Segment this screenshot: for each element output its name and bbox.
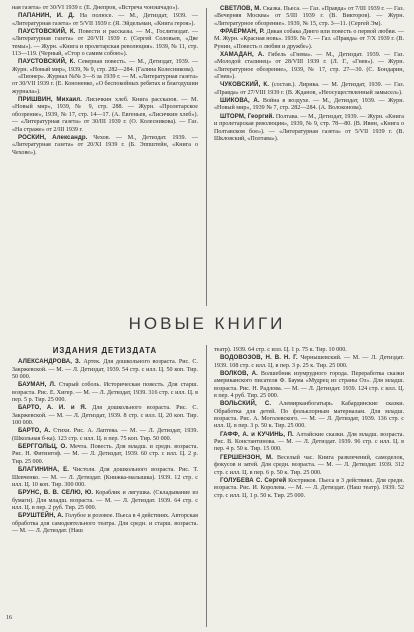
bibliography-entry [12,427,198,443]
entry-text: Веселый час. Книга развлечений, самоделок, фокусов и затей. Для средн. возраста. — М. — Л. Детиздат. 1939. 312 стр. с илл. Ц. в пер. 6 р. 50 к. Тир. 25 000. [214,454,404,476]
entry-text: Алтайские сказки. Для младш. возраста. Рис. В. Константинова. — М. — Л. Детиздат. 1939. 96 стр. с илл. Ц. в пер. 4 р. 50 к. Тир. 15 000. [214,431,404,453]
entry-author: ЧУКОВСКИЙ, К. [220,81,270,89]
entry-text: Стихи. Рис. А. Лаптева. — М. — Л. Детиздат, 1939. (Школьная б-ка). 123 стр. с илл. Ц. в пер. 75 коп. Тир. 50 000. [12,428,198,442]
bibliography-entry [214,400,404,430]
entry-author: АЛЕКСАНДРОВА, З. [18,358,81,366]
entry-text: Артек. Для дошкольного возраста. Рис. С. Закржевской. — М. — Л. Детиздат, 1939. 54 стр. с илл. Ц. 50 коп. Тир. 50 000. [12,359,198,381]
entry-text: На полюсе. — М., Детиздат, 1939. — «Литературная газета» от 5/VII 1939 г. (Я. Эйдельман, «Книга героя»). [12,13,198,27]
entry-author: ПАПАНИН, И. Д. [18,12,75,20]
entry-author: ПАУСТОВСКИЙ, К. [18,58,76,66]
bibliography-entry [214,370,404,400]
entry-text: «Пионер». Журнал №№ 3—6 за 1939 г. — М. «Литературная газета» от 30/VII 1939 г. (Е. Кононенко, «О беспокойных ребятах и благодушии журнала»). [12,74,198,95]
entry-text: театр). 1939. 64 стр. с илл. Ц. 1 р. 75 к. Тир. 10 000. [214,347,347,353]
publisher-subheading: ИЗДАНИЯ ДЕТИЗДАТА [52,346,158,355]
bibliography-entry [12,58,198,74]
entry-text: Чистоля. Для дошкольного возраста. Рис. Т. Шевченко. — М. — Л. Детиздат. (Книжка-малышка). 1939. 12 стр. с илл. Ц. 10 коп. Тир. 300 000. [12,467,199,488]
bibliography-entry [214,97,404,113]
entry-author: БРУНС, В. В. СЕЛЮ, Ю. [18,489,94,497]
entry-text: Кораблик и лягушка. (Складывание из бумаги). Для младш. возраста. — М. — Л. Детиздат. 1939. 64 стр. с илл. Ц. в пер. 2 руб. Тир. 25 000. [12,490,198,511]
bibliography-entry [214,454,404,477]
entry-author: ПРИШВИН, Михаил. [18,96,83,104]
bibliography-entry [12,358,198,381]
bottom-left-column [12,347,198,535]
bibliography-entry [12,74,198,96]
entry-author: БЛАГИНИНА, Е. [18,466,70,474]
bibliography-entry [214,51,404,81]
bibliography-entry [214,81,404,97]
entry-author: БАРТО, А. [18,427,51,435]
bibliography-entry [214,431,404,454]
bibliography-entry [12,134,198,157]
bibliography-entry [12,96,198,134]
entry-text: Война в воздухе. — М., Детиздат, 1939. — Журн. «Новый мир», 1939 № 7, стр. 282—284. (А. Волоконова). [214,98,404,112]
entry-text: Северная повесть. — М., Детиздат, 1939. — Журн. «Новый мир», 1939, № 9, стр. 282—284. (Галина Колесникова). [12,59,199,73]
entry-text: ная газета» от 30/VI 1939 г. (Е. Днепров, «Встреча чонэшчадо»). [12,5,179,11]
entry-author: ПАУСТОВСКИЙ, К. [18,28,76,36]
entry-author: ГАФФ, А. и КУЧИНЬ, П. [220,430,294,438]
entry-text: Полтава. — М., Детиздат, 1939. — Журн. «Книга и пролетарская революция», 1939, № 9, стр. 78—80. (В. Ивин, «Книга о Полтавском бое»). — «Литературная газета» от 5/VII 1939 г. (В. Шкловский, «Полтава»). [214,113,404,142]
entry-text: Волшебник изумрудного города. Переработка сказки американского писателя Ф. Баума «Мудрец из страны Оз». Для младш. возраста. Рис. Н. Радлова. — М. — Л. Детиздат. 1939. 124 стр. с илл. Ц. в пер. 4 руб. Тир. 25 000. [214,371,404,400]
bibliography-entry [12,466,198,489]
entry-author: ШИКОВА, А. [220,97,260,105]
entry-author: ШТОРМ, Георгий. [220,112,275,120]
bibliography-entry [12,404,198,427]
bottom-right-column [214,347,404,500]
bibliography-entry [12,5,198,12]
bibliography-entry [12,381,198,404]
entry-text: Повести и рассказы. — М., Гослитиздат. — «Литературная газета» от 20/VII 1939 г. (Сергей Соловьев, «Две темы»). — Журн. «Книга и пролетарская революция». 1939, № 11, стр. 113—119. (Черный, «Стор о самим собою»). [12,29,198,58]
bibliography-entry [214,28,404,51]
entry-author: ВОЛЬСКИЙ, С. [220,400,272,408]
entry-text: Лисичкин хлеб. Книга рассказов. — М. «Новый мир», 1939, № 9, стр. 288. — Журн. «Пролетарское обозрение», 1939, № 17, стр. 14—17. (А. Евгеньев, «Лисичкин хлеб»). — «Литературная газета» от 30/III 1939 г. (О. Колесникова). — Газ. «На страже» от 2/III 1939 г. [12,97,198,133]
entry-author: РОСКИН, Александр. [18,133,88,141]
bibliography-entry [12,12,198,28]
entry-author: ВОДОВОЗОВ, Н. В. Н. Г. [220,354,298,362]
entry-author: ФРАЕРМАН, Р. [220,28,265,36]
entry-author: ВОЛКОВ, А. [220,370,258,378]
bibliography-entry [12,443,198,466]
entry-text: Костриков. Пьеса в 3 действиях. Для средн. возраста. Рис. И. Королева. — М. — Л. Детиздат. (Наш театр). 1939. 52 стр. с илл. Ц. 1 р. 50 к. Тир. 25 000. [214,477,404,499]
entry-author: БАУМАН, Л. [18,381,56,389]
entry-text: Гибель «Гнева». — М., Детиздат. 1939. — Газ. «Молодой сталинец» от 28/VIII 1939 г. (Л. Г., «Гнев»). — Журн. «Литературное обозрение», 1939, № 17, стр. 27—30. (С. Бондарин, «Гнев»). [214,52,404,81]
column-divider [206,345,207,627]
entry-author: СВЕТЛОВ, М. [220,5,262,12]
bibliography-entry [12,512,198,535]
bibliography-entry [12,489,198,512]
column-divider [206,8,207,306]
bibliography-entry [214,354,404,370]
bibliography-entry [12,28,198,58]
bibliography-entry [214,113,404,143]
entry-text: Чернышевский. — М. — Л. Детиздат. 1939. 108 стр. с илл. Ц. в пер. 3 р. 25 к. Тир. 25 000. [214,355,404,369]
bibliography-entry [214,5,404,28]
entry-text: Алемирканбогатырь. Кабардинские сказки. Обработка для детей. По фольклорным материалам. Для младш. возраста. Рис. А. Моголевского. — М. — Л. Детиздат, 1939. 136 стр. с илл. Ц. в пер. 3 р. 50 к. Тир. 25 000. [214,401,405,430]
page-number: 16 [6,615,12,621]
top-right-column [214,5,404,143]
entry-text: Дикая собака Динго или повесть о первой любви. — М. Журн. «Красная новь». 1939. № 7. — Газ. «Правда» от 7/X 1939 г. (В. Рунин, «Повесть о любви и дружбе»). [214,29,404,50]
entry-author: ХАМАДАН, А. [220,51,265,59]
entry-text: (состав.). Лирика. — М. Детиздат, 1939. — Газ. «Правда» от 27/VIII 1939 г. (В. Жданов, «Неосуществленный замысел»). [214,82,405,96]
top-left-column [12,5,198,157]
bibliography-entry [214,477,404,500]
entry-text: Сказка. Пьеса. — Газ. «Правда» от 7/III 1939 г. — Газ. «Вечерняя Москва» от 5/III 1939 г. (В. Викторов). — Журн. «Литературное обозрение». 1939, № 15, стр. 3—11. (Сергей Эм). [214,6,404,27]
entry-text: Для дошкольного возраста. Рис. С. Закржевской. — М. — Л. Детиздат, 1939. 8 стр. с илл. Ц. 20 коп. Тир. 100 000. [12,405,198,427]
entry-author: ГЕРШЕНЗОН, М. [220,453,274,461]
section-heading: НОВЫЕ КНИГИ [128,314,286,333]
entry-author: ГОЛУБЕВА С. Сергей [220,476,287,484]
entry-author: БРУШТЕЙН, А. [18,512,64,520]
entry-text: Голубое и розовое. Пьеса в 4 действиях. Авторская обработка для самодеятельного театра. Для средн. и старш. возраста. — М. — Л. Детиздат. (Наш [12,513,198,534]
entry-text: Старый соболь. Историческая повесть. Для старш. возраста. Рис. Е. Хигер. — М. — Л. Детиздат, 1939. 316 стр. с илл. Ц. в пер. 5 р. Тир. 25 000. [12,382,198,404]
entry-author: БЕРГГОЛЬЦ, О. [18,443,68,451]
entry-text: Мечта. Повесть. Для младш. и средн. возраста. Рис. Н. Фитингоф. — М. — Л. Детиздат, 1939. 60 стр. с илл. Ц. 2 р. Тир. 25 000. [12,444,198,465]
entry-author: БАРТО, А. И. и Я. [18,404,87,412]
entry-text: Чехов. — М., Детиздат. 1939. — «Литературная газета» от 20/XI 1939 г. (Б. Эппштейн, «Книга о Чехове»). [12,134,198,156]
bibliography-entry [214,347,404,354]
